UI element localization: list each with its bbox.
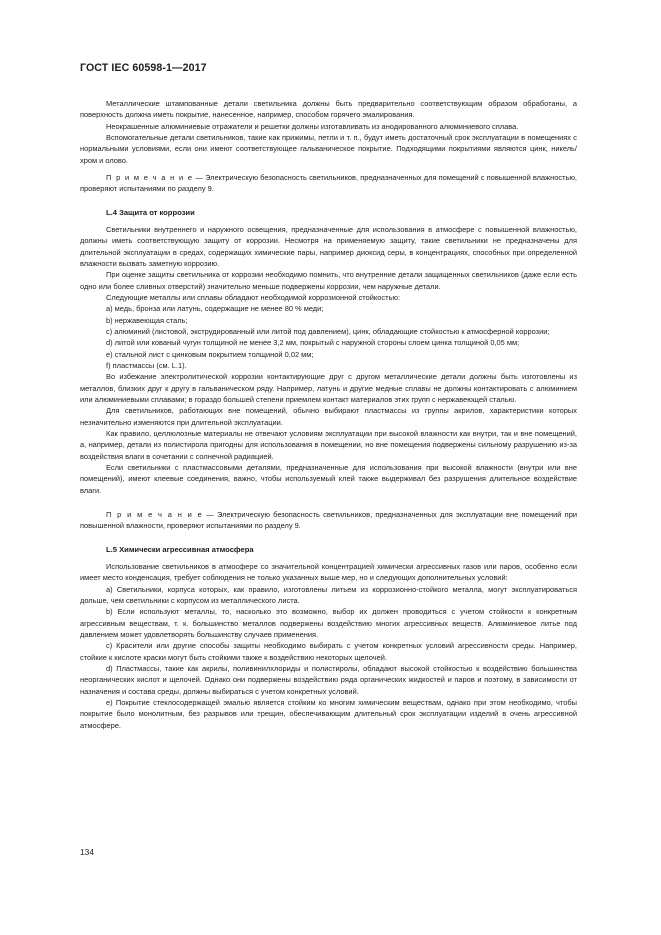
paragraph: Во избежание электролитической коррозии контактирующие друг с другом металлические детали должны быть изготовлены из металлов, близких друг к другу в гальваническом ряду. Например, латунь и другие медные сплавы не должны контактировать с алюминием или алюминиевыми сплавами; в гораздо большей степени приемлем контакт материалов этих групп с нержавеющей сталью. (80, 372, 577, 405)
paragraph: Металлические штампованные детали светильника должны быть предварительно соответствующим образом обработаны, а поверхность должна иметь покрытие, нанесенное, например, способом горячего эмалирования. (80, 99, 577, 120)
paragraph: Неокрашенные алюминиевые отражатели и решетки должны изготавливать из анодированного алюминиевого сплава. (106, 121, 519, 131)
note-label: П р и м е ч а н и е (106, 509, 204, 519)
list-item: b) Если используют металлы, то, насколько это возможно, выбор их должен проводиться с учетом стойкости к конкретным агрессивным веществам, т. к. большинство металлов подвержены воздействию многих агрессивных веществ. Алюминиевое литье под давлением может удовлетворять большинству случаев применения. (80, 607, 577, 639)
paragraph: При оценке защиты светильника от коррозии необходимо помнить, что внутренние детали защищенных светильников (даже если есть одно или более сливных отверстий) значительно меньше подвержены коррозии, чем наружные детали. (80, 270, 577, 291)
list-item: а) медь, бронза или латунь, содержащие не менее 80 % меди; (106, 304, 324, 314)
paragraph: Светильники внутреннего и наружного освещения, предназначенные для использования в атмосфере с повышенной влажностью, должны иметь соответствующую защиту от коррозии. Несмотря на применяемую защиту, такие светильники не предназначены для длительной эксплуатации в средах, содержащих химические пары, например диоксид серы, в концентрациях, способных при определенной влажности вызвать заметную коррозию. (80, 224, 577, 268)
list-item: c) алюминий (листовой, экструдированный или литой под давлением), цинк, обладающие стойкостью к атмосферной коррозии; (106, 326, 550, 336)
note-2 (80, 509, 577, 532)
list-item: c) Красители или другие способы защиты необходимо выбирать с учетом конкретных условий агрессивности среды. Например, стойкие к кислоте краски могут быть стойкими также к воздействию некоторых щелочей. (80, 641, 577, 662)
note-text: — Электрическую безопасность светильников, предназначенных для эксплуатации вне помещений при повышенной влажности, проверяют испытаниями по разделу 9. (80, 509, 578, 530)
note-label: П р и м е ч а н и е (106, 172, 194, 182)
page-number: 134 (80, 847, 94, 857)
section-title-l4: L.4 Защита от коррозии (106, 207, 195, 217)
note-1 (80, 172, 577, 195)
paragraph: Вспомогательные детали светильников, такие как прижимы, петли и т. п., будут иметь достаточный срок эксплуатации в помещениях с нормальными условиями, если они имеют соответствующее гальваническое покрытие. Подходящими покрытиями являются цинк, никель/хром и олово. (80, 133, 577, 165)
section-title-l5: L.5 Химически агрессивная атмосфера (106, 544, 254, 554)
document-header: ГОСТ IEC 60598-1—2017 (80, 62, 207, 74)
paragraph: Как правило, целлюлозные материалы не отвечают условиям эксплуатации при высокой влажности как внутри, так и вне помещений, а, например, детали из полистирола пригодны для использования в помещении, но вне помещения подвержены сильному разрушению из-за воздействия влаги в сочетании с солнечной радиацией. (80, 429, 577, 461)
paragraph: Использование светильников в атмосфере со значительной концентрацией химически агрессивных газов или паров, особенно если имеет место конденсация, требует соблюдения не только указанных выше мер, но и следующих дополнительных условий: (80, 561, 577, 583)
list-item: e) Покрытие стеклосодержащей эмалью является стойким ко многим химическим веществам, однако при этом необходимо, чтобы покрытие было монолитным, без разрывов или трещин, обеспечивающим длительный срок эксплуатации изделий в очень агрессивной атмосфере. (80, 697, 577, 730)
page-body (80, 98, 577, 731)
list-item: d) литой или кованый чугун толщиной не менее 3,2 мм, покрытый с наружной стороны слоем цинка толщиной 0,05 мм; (106, 338, 520, 348)
paragraph: Следующие металлы или сплавы обладают необходимой коррозионной стойкостью: (106, 292, 401, 302)
list-item: d) Пластмассы, такие как акрилы, поливинилхлориды и полистиролы, обладают высокой стойкостью к воздействию большинства неорганических кислот и щелочей. Однако они подвержены воздействию ряда органических жидкостей и паров и поэтому, в зависимости от назначения и состава среды, должны выбираться с учетом конкретных условий. (80, 663, 577, 696)
list-item: a) Светильники, корпуса которых, как правило, изготовлены литьем из коррозионно-стойкого металла, могут эксплуатироваться дольше, чем светильники с корпусом из металлического листа. (80, 584, 577, 605)
list-item: е) стальной лист с цинковым покрытием толщиной 0,02 мм; (106, 349, 314, 359)
list-item: f) пластмассы (см. L.1). (106, 361, 187, 370)
list-item: b) нержавеющая сталь; (106, 315, 188, 325)
paragraph: Если светильники с пластмассовыми деталями, предназначенные для использования при высокой влажности (внутри или вне помещений), имеют клеевые соединения, важно, чтобы используемый клей также выдерживал без разрушения длительное воздействие влаги. (80, 463, 577, 495)
note-text: — Электрическую безопасность светильников, предназначенных для помещений с повышенной влажностью, проверяют испытаниями по разделу 9. (80, 172, 577, 193)
paragraph: Для светильников, работающих вне помещений, обычно выбирают пластмассы из группы акрилов, характеристики которых незначительно изменяются при длительной эксплуатации. (80, 406, 577, 427)
